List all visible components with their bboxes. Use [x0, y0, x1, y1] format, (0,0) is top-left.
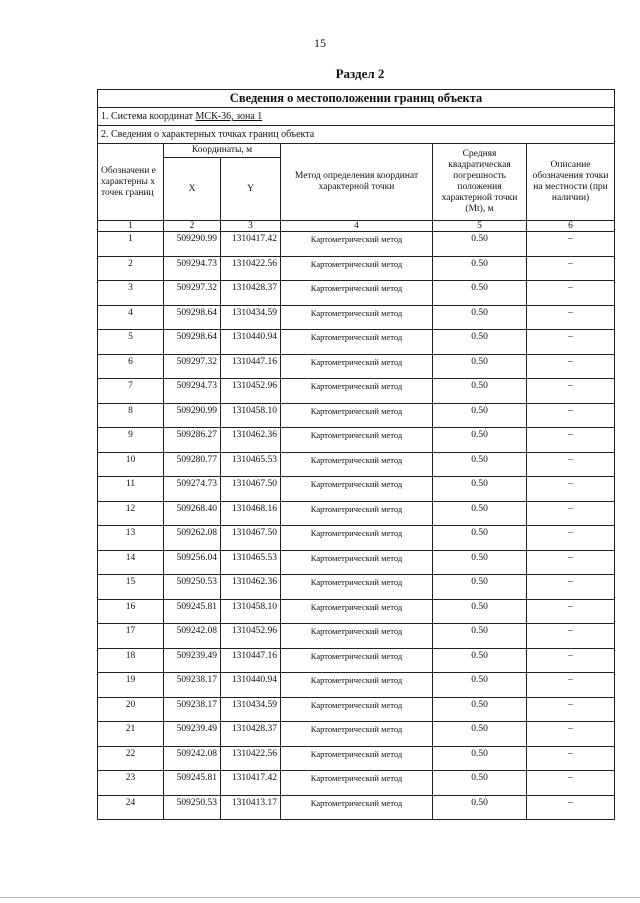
method: Картометрический метод [281, 281, 433, 306]
coord-y: 1310467.50 [221, 477, 281, 502]
description: – [527, 648, 615, 673]
error-value: 0.50 [433, 477, 527, 502]
coord-x: 509286.27 [164, 428, 221, 453]
header-description: Описание обозначения точки на местности (при наличии) [527, 144, 615, 221]
point-number: 6 [98, 354, 164, 379]
coord-y: 1310422.56 [221, 256, 281, 281]
table-row [98, 697, 615, 722]
coord-y: 1310417.42 [221, 771, 281, 796]
description: – [527, 452, 615, 477]
description: – [527, 771, 615, 796]
table-title: Сведения о местоположении границ объекта [98, 90, 615, 108]
point-number: 5 [98, 330, 164, 355]
method: Картометрический метод [281, 599, 433, 624]
error-value: 0.50 [433, 281, 527, 306]
description: – [527, 330, 615, 355]
point-number: 24 [98, 795, 164, 820]
error-value: 0.50 [433, 746, 527, 771]
description: – [527, 428, 615, 453]
method: Картометрический метод [281, 452, 433, 477]
coord-y: 1310465.53 [221, 452, 281, 477]
description: – [527, 746, 615, 771]
coord-x: 509297.32 [164, 281, 221, 306]
point-number: 23 [98, 771, 164, 796]
coord-y: 1310422.56 [221, 746, 281, 771]
description: – [527, 550, 615, 575]
point-number: 15 [98, 575, 164, 600]
description: – [527, 232, 615, 257]
coord-x: 509245.81 [164, 771, 221, 796]
coord-x: 509242.08 [164, 746, 221, 771]
method: Картометрический метод [281, 256, 433, 281]
table-row [98, 354, 615, 379]
error-value: 0.50 [433, 771, 527, 796]
coord-y: 1310413.17 [221, 795, 281, 820]
column-number: 2 [164, 221, 221, 232]
coord-x: 509268.40 [164, 501, 221, 526]
method: Картометрический метод [281, 403, 433, 428]
header-row-top [98, 144, 615, 158]
table-row [98, 575, 615, 600]
table-row [98, 256, 615, 281]
table-row [98, 673, 615, 698]
table-row [98, 428, 615, 453]
coord-system-row [98, 108, 615, 126]
description: – [527, 722, 615, 747]
coord-y: 1310440.94 [221, 330, 281, 355]
coord-x: 509238.17 [164, 697, 221, 722]
coord-x: 509238.17 [164, 673, 221, 698]
coord-y: 1310458.10 [221, 403, 281, 428]
error-value: 0.50 [433, 624, 527, 649]
point-number: 13 [98, 526, 164, 551]
column-number: 1 [98, 221, 164, 232]
coord-y: 1310452.96 [221, 624, 281, 649]
method: Картометрический метод [281, 575, 433, 600]
coord-y: 1310447.16 [221, 354, 281, 379]
point-number: 22 [98, 746, 164, 771]
point-number: 21 [98, 722, 164, 747]
point-number: 16 [98, 599, 164, 624]
coord-x: 509250.53 [164, 795, 221, 820]
table-row [98, 403, 615, 428]
header-method: Метод определения координат характерной точки [281, 144, 433, 221]
error-value: 0.50 [433, 305, 527, 330]
coord-x: 509239.49 [164, 648, 221, 673]
description: – [527, 305, 615, 330]
coord-x: 509297.32 [164, 354, 221, 379]
table-row [98, 281, 615, 306]
method: Картометрический метод [281, 746, 433, 771]
point-number: 14 [98, 550, 164, 575]
method: Картометрический метод [281, 501, 433, 526]
coord-y: 1310434.59 [221, 305, 281, 330]
page-number: 15 [314, 36, 326, 50]
description: – [527, 256, 615, 281]
error-value: 0.50 [433, 550, 527, 575]
description: – [527, 379, 615, 404]
point-number: 1 [98, 232, 164, 257]
error-value: 0.50 [433, 648, 527, 673]
boundary-points-table [97, 89, 615, 820]
header-x: X [164, 158, 221, 221]
coord-x: 509290.99 [164, 232, 221, 257]
description: – [527, 697, 615, 722]
coord-x: 509256.04 [164, 550, 221, 575]
error-value: 0.50 [433, 330, 527, 355]
method: Картометрический метод [281, 354, 433, 379]
header-y: Y [221, 158, 281, 221]
coord-y: 1310447.16 [221, 648, 281, 673]
coord-y: 1310428.37 [221, 281, 281, 306]
coord-system-value: МСК-36, зона 1 [195, 111, 263, 122]
point-number: 7 [98, 379, 164, 404]
error-value: 0.50 [433, 256, 527, 281]
method: Картометрический метод [281, 232, 433, 257]
table-row [98, 722, 615, 747]
coord-x: 509294.73 [164, 256, 221, 281]
description: – [527, 477, 615, 502]
header-coordinates: Координаты, м [164, 144, 281, 158]
coord-y: 1310467.50 [221, 526, 281, 551]
method: Картометрический метод [281, 624, 433, 649]
error-value: 0.50 [433, 354, 527, 379]
method: Картометрический метод [281, 795, 433, 820]
coord-x: 509298.64 [164, 330, 221, 355]
column-number: 4 [281, 221, 433, 232]
point-number: 9 [98, 428, 164, 453]
coord-y: 1310440.94 [221, 673, 281, 698]
method: Картометрический метод [281, 305, 433, 330]
points-info: 2. Сведения о характерных точках границ объекта [98, 126, 615, 144]
method: Картометрический метод [281, 526, 433, 551]
column-number: 5 [433, 221, 527, 232]
method: Картометрический метод [281, 648, 433, 673]
coord-x: 509250.53 [164, 575, 221, 600]
coord-y: 1310458.10 [221, 599, 281, 624]
table-row [98, 379, 615, 404]
description: – [527, 281, 615, 306]
coord-system-label: 1. Система координат [101, 111, 196, 122]
coord-y: 1310417.42 [221, 232, 281, 257]
table-row [98, 526, 615, 551]
error-value: 0.50 [433, 673, 527, 698]
error-value: 0.50 [433, 526, 527, 551]
coord-y: 1310428.37 [221, 722, 281, 747]
description: – [527, 526, 615, 551]
error-value: 0.50 [433, 232, 527, 257]
point-number: 2 [98, 256, 164, 281]
error-value: 0.50 [433, 697, 527, 722]
coord-y: 1310465.53 [221, 550, 281, 575]
error-value: 0.50 [433, 722, 527, 747]
error-value: 0.50 [433, 501, 527, 526]
description: – [527, 673, 615, 698]
table-row [98, 624, 615, 649]
point-number: 17 [98, 624, 164, 649]
table-row [98, 746, 615, 771]
description: – [527, 599, 615, 624]
point-number: 8 [98, 403, 164, 428]
method: Картометрический метод [281, 428, 433, 453]
error-value: 0.50 [433, 403, 527, 428]
section-title: Раздел 2 [335, 66, 385, 81]
coord-x: 509298.64 [164, 305, 221, 330]
method: Картометрический метод [281, 771, 433, 796]
table-row [98, 501, 615, 526]
description: – [527, 795, 615, 820]
coord-y: 1310462.36 [221, 428, 281, 453]
error-value: 0.50 [433, 379, 527, 404]
coord-x: 509245.81 [164, 599, 221, 624]
error-value: 0.50 [433, 428, 527, 453]
coord-x: 509262.08 [164, 526, 221, 551]
method: Картометрический метод [281, 330, 433, 355]
column-numbers-row [98, 221, 615, 232]
point-number: 19 [98, 673, 164, 698]
table-row [98, 330, 615, 355]
error-value: 0.50 [433, 795, 527, 820]
coord-x: 509280.77 [164, 452, 221, 477]
column-number: 3 [221, 221, 281, 232]
point-number: 3 [98, 281, 164, 306]
table-row [98, 648, 615, 673]
coord-y: 1310434.59 [221, 697, 281, 722]
error-value: 0.50 [433, 599, 527, 624]
table-row [98, 599, 615, 624]
table-row [98, 477, 615, 502]
error-value: 0.50 [433, 452, 527, 477]
table-title-row [98, 90, 615, 108]
coord-x: 509242.08 [164, 624, 221, 649]
description: – [527, 403, 615, 428]
point-number: 4 [98, 305, 164, 330]
table-row [98, 550, 615, 575]
header-designation: Обозначени е характерны х точек границ [98, 144, 164, 221]
header-error: Средняя квадратическая погрешность положения характерной точки (Mt), м [433, 144, 527, 221]
point-number: 18 [98, 648, 164, 673]
table-row [98, 771, 615, 796]
method: Картометрический метод [281, 477, 433, 502]
method: Картометрический метод [281, 673, 433, 698]
table-row [98, 452, 615, 477]
table-row [98, 305, 615, 330]
method: Картометрический метод [281, 697, 433, 722]
description: – [527, 575, 615, 600]
coord-y: 1310452.96 [221, 379, 281, 404]
coord-y: 1310468.16 [221, 501, 281, 526]
coord-y: 1310462.36 [221, 575, 281, 600]
point-number: 10 [98, 452, 164, 477]
points-info-row [98, 126, 615, 144]
table-row [98, 795, 615, 820]
method: Картометрический метод [281, 550, 433, 575]
error-value: 0.50 [433, 575, 527, 600]
page-bottom-rule [0, 897, 640, 898]
description: – [527, 624, 615, 649]
point-number: 20 [98, 697, 164, 722]
coord-x: 509239.49 [164, 722, 221, 747]
method: Картометрический метод [281, 379, 433, 404]
table-row [98, 232, 615, 257]
description: – [527, 501, 615, 526]
coord-x: 509290.99 [164, 403, 221, 428]
coord-x: 509274.73 [164, 477, 221, 502]
coord-x: 509294.73 [164, 379, 221, 404]
point-number: 11 [98, 477, 164, 502]
point-number: 12 [98, 501, 164, 526]
column-number: 6 [527, 221, 615, 232]
method: Картометрический метод [281, 722, 433, 747]
coord-system-cell [98, 108, 615, 126]
description: – [527, 354, 615, 379]
